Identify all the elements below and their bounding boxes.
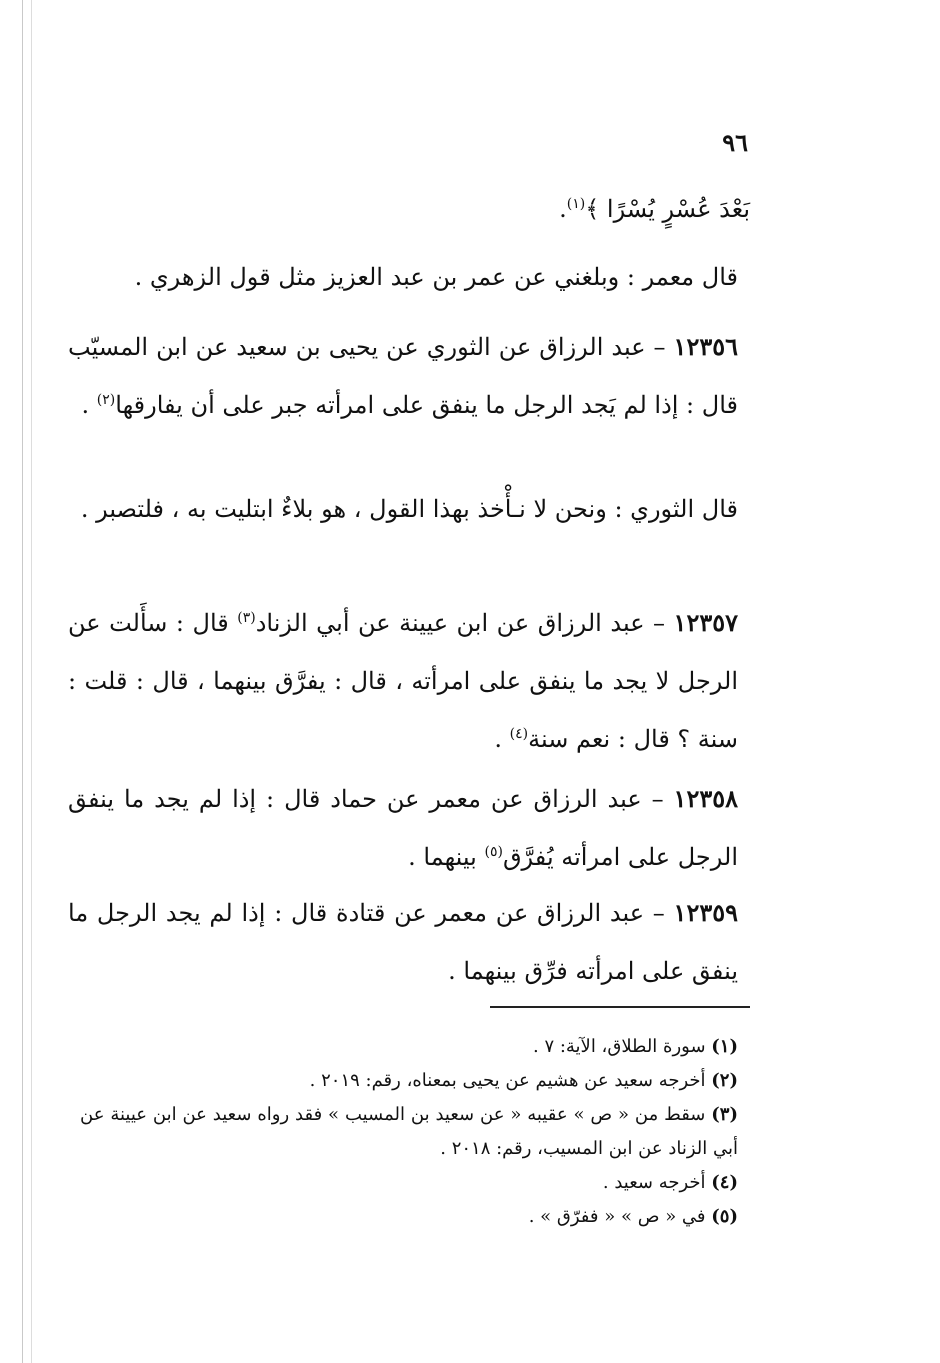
verse-ending (80, 180, 750, 238)
hadith-tail: بينهما . (408, 843, 485, 871)
scan-edge-line (22, 0, 23, 1363)
hadith-text: – عبد الرزاق عن معمر عن قتادة قال : إذا لم يجد الرجل ما ينفق على امرأته فرِّق بينهما . (68, 899, 738, 985)
footnote-marker: (٣) (237, 610, 256, 626)
paragraph-text: قال الثوري : ونحن لا نـأْخذ بهذا القول ، هو بلاءٌ ابتليت به ، فلتصبر . (80, 495, 738, 523)
page-number: ٩٦ (722, 128, 748, 157)
paragraph-text: قال معمر : وبلغني عن عمر بن عبد العزيز مثل قول الزهري . (134, 263, 738, 291)
hadith-number: ١٢٣٥٩ (673, 898, 738, 927)
mamar-note (68, 248, 750, 306)
hadith-number: ١٢٣٥٨ (673, 784, 738, 813)
hadith-tail: . (81, 391, 97, 419)
footnote-marker: (١) (566, 196, 586, 212)
hadith-tail: . (494, 725, 510, 753)
footnote-divider (490, 1006, 750, 1008)
thawri-note (68, 480, 750, 538)
hadith-12357 (68, 594, 750, 768)
hadith-text: – عبد الرزاق عن معمر عن حماد قال : إذا لم يجد ما ينفق الرجل على امرأته يُفرَّق (68, 785, 738, 871)
footnote-marker: (٢) (96, 392, 116, 408)
scan-edge-line (31, 0, 32, 1363)
footnote-marker: (٥) (484, 844, 503, 860)
footnote-5: (٥) في « ص » « ففرّق » . (528, 1206, 738, 1227)
verse-tail: . (559, 195, 567, 223)
footnote-1: (١) سورة الطلاق، الآية: ٧ . (532, 1036, 738, 1057)
hadith-number: ١٢٣٥٦ (673, 332, 738, 361)
hadith-12359 (68, 884, 750, 1000)
footnotes (80, 1030, 750, 1234)
footnote-marker: (٤) (509, 726, 529, 742)
verse-text: بَعْدَ عُسْرٍ يُسْرًا ﴾ (585, 195, 750, 223)
footnote-2: (٢) أخرجه سعيد عن هشيم عن يحيى بمعناه، رقم: ٢٠١٩ . (309, 1070, 738, 1091)
hadith-number: ١٢٣٥٧ (673, 608, 738, 637)
footnote-3: (٣) سقط من « ص » عقيبه « عن سعيد بن المسيب » فقد رواه سعيد عن ابن عيينة عن أبي الزناد عن ابن المسيب، رقم: ٢٠١٨ . (80, 1104, 738, 1159)
hadith-text: – عبد الرزاق عن الثوري عن يحيى بن سعيد عن ابن المسيّب قال : إذا لم يَجد الرجل ما ينفق على امرأته جبر على أن يفارقها (68, 333, 738, 419)
footnote-4: (٤) أخرجه سعيد . (602, 1172, 738, 1193)
hadith-text: – عبد الرزاق عن ابن عيينة عن أبي الزناد (255, 609, 674, 637)
hadith-12358 (68, 770, 750, 886)
hadith-12356 (68, 318, 750, 434)
hadith-text-continued: قال : سأَلت عن الرجل لا يجد ما ينفق على امرأته ، قال : يفرَّق بينهما ، قال : قلت : سنة ؟ قال : نعم سنة (68, 609, 738, 753)
